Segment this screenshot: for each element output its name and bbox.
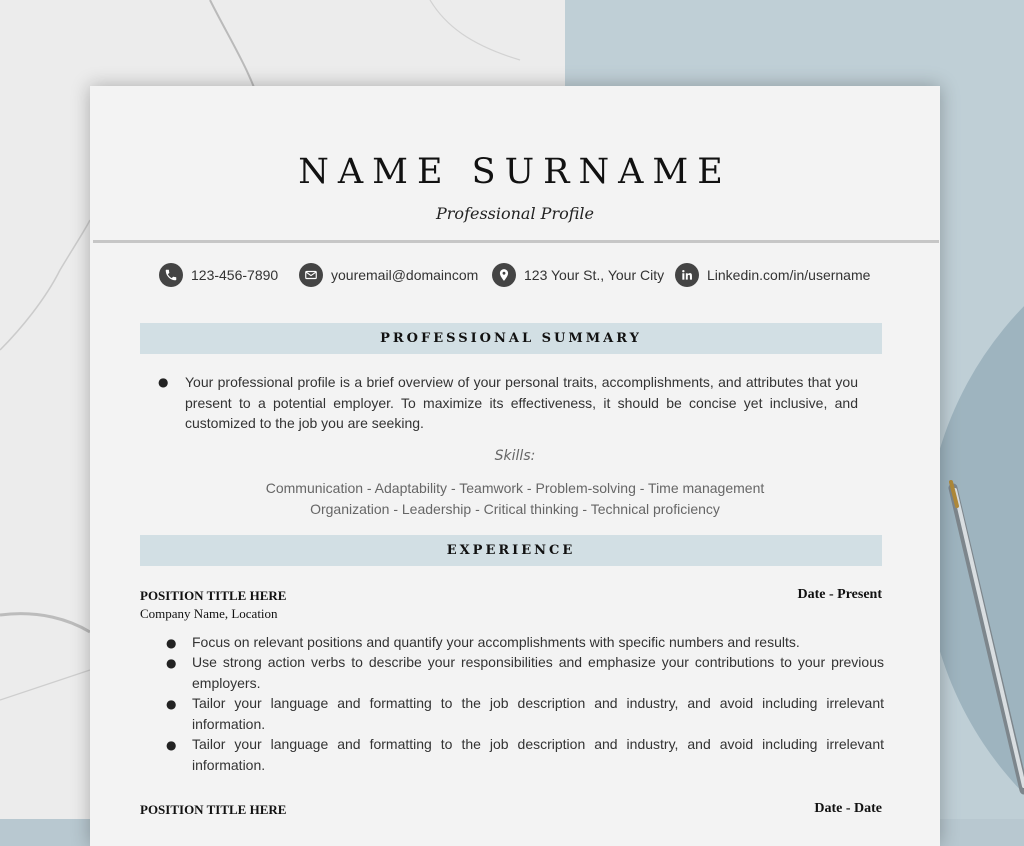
- phone-icon: [159, 263, 183, 287]
- phone-text: 123-456-7890: [191, 267, 279, 283]
- contact-linkedin: [675, 263, 870, 287]
- contact-email: [299, 263, 478, 287]
- summary-heading-band: [140, 323, 882, 354]
- resume-paper: [90, 86, 940, 846]
- contact-phone: [159, 263, 278, 287]
- experience-bullet: ●: [166, 656, 177, 670]
- address-text: 123 Your St., Your City: [524, 267, 665, 283]
- experience-bullet: ●: [166, 738, 177, 752]
- header-divider: [93, 240, 939, 243]
- resume-name: NAME SURNAME: [298, 152, 732, 192]
- position-date: Date - Date: [814, 801, 882, 816]
- summary-bullet: ●: [158, 375, 169, 389]
- summary-heading: PROFESSIONAL SUMMARY: [380, 331, 642, 346]
- email-text: youremail@domaincom: [331, 267, 479, 283]
- contact-row: [90, 263, 940, 287]
- experience-item: Tailor your language and formatting to the job description and industry, and avoid including irrelevant information.: [192, 736, 884, 773]
- linkedin-icon: [675, 263, 699, 287]
- position-title: POSITION TITLE HERE: [140, 802, 287, 817]
- location-icon: [492, 263, 516, 287]
- skills-line: Communication - Adaptability - Teamwork - Problem-solving - Time management: [265, 480, 765, 496]
- skills-line: Organization - Leadership - Critical thinking - Technical proficiency: [310, 501, 720, 517]
- skills-label: Skills:: [494, 448, 536, 464]
- experience-bullet: ●: [166, 636, 177, 650]
- experience-item: Use strong action verbs to describe your responsibilities and emphasize your contributions to your previous employers.: [192, 654, 884, 691]
- linkedin-text: Linkedin.com/in/username: [707, 267, 871, 283]
- experience-item: Tailor your language and formatting to the job description and industry, and avoid including irrelevant information.: [192, 695, 884, 732]
- position-date: Date - Present: [797, 587, 882, 602]
- resume-subtitle: Professional Profile: [436, 204, 594, 223]
- experience-bullet: ●: [166, 697, 177, 711]
- experience-heading-band: [140, 535, 882, 566]
- experience-heading: EXPERIENCE: [446, 543, 576, 558]
- position-title: POSITION TITLE HERE: [140, 588, 287, 603]
- contact-address: [492, 263, 664, 287]
- summary-text: Your professional profile is a brief overview of your personal traits, accomplishments, and attributes that you present to a potential employer. To maximize its effectiveness, it should be concise yet inclusive, and customized to the job you are seeking.: [185, 374, 858, 431]
- experience-item: Focus on relevant positions and quantify your accomplishments with specific numbers and results.: [192, 634, 800, 650]
- company-name: Company Name, Location: [140, 606, 278, 621]
- email-icon: [299, 263, 323, 287]
